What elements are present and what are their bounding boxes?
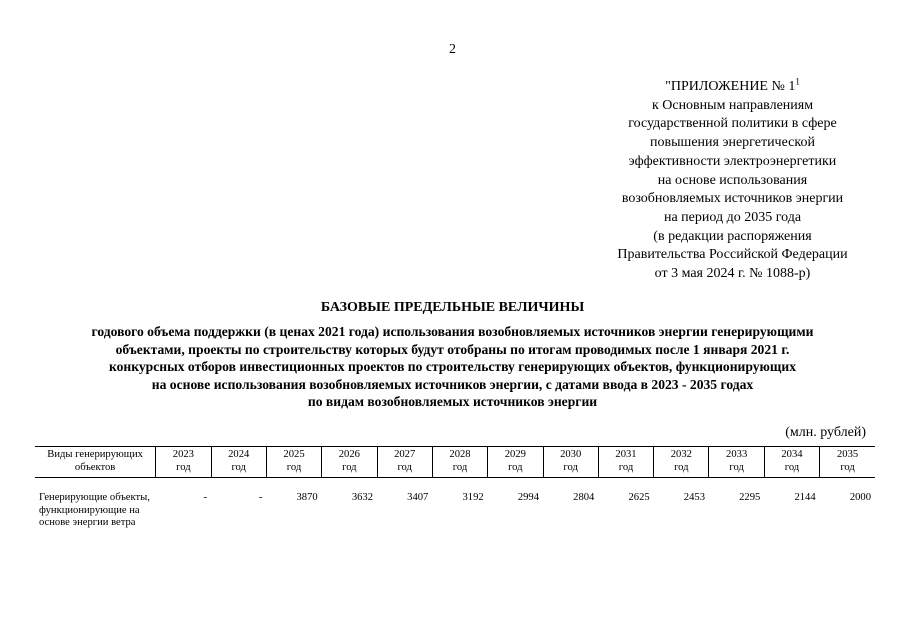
header-year-2024 — [211, 447, 266, 478]
table-cell-2023: - — [203, 492, 208, 503]
document-title: БАЗОВЫЕ ПРЕДЕЛЬНЫЕ ВЕЛИЧИНЫ — [320, 300, 585, 315]
header-year-suffix: год — [342, 461, 357, 473]
header-year-value: 2023 — [172, 449, 194, 460]
header-year-suffix: год — [231, 461, 246, 473]
header-year-2031 — [598, 447, 653, 478]
table-cell-2025: 3870 — [296, 492, 318, 503]
appendix-line: (в редакции распоряжения — [653, 228, 812, 244]
appendix-line: Правительства Российской Федерации — [617, 247, 848, 263]
header-year-2026 — [322, 447, 377, 478]
header-year-value: 2031 — [615, 449, 637, 460]
subtitle-line: на основе использования возобновляемых источников энергии, с датами ввода в 2023 - 2035 годах — [151, 376, 754, 392]
appendix-footnote-mark: 1 — [795, 76, 800, 87]
header-year-2028 — [432, 447, 487, 478]
table-row — [35, 478, 875, 530]
header-object-type: Виды генерирующих объектов — [35, 447, 156, 478]
header-year-value: 2028 — [449, 449, 471, 460]
table-cell-2027: 3407 — [407, 492, 429, 503]
header-year-value: 2025 — [283, 449, 305, 460]
header-year-value: 2026 — [338, 449, 360, 460]
header-year-value: 2033 — [726, 449, 748, 460]
header-year-suffix: год — [563, 461, 578, 473]
table-body — [35, 478, 875, 530]
appendix-line: на основе использования — [657, 172, 808, 188]
header-year-suffix: год — [176, 461, 191, 473]
header-year-2029 — [488, 447, 543, 478]
table-cell-2030: 2804 — [573, 492, 595, 503]
header-year-value: 2027 — [394, 449, 416, 460]
units-label: (млн. рублей) — [785, 425, 866, 440]
header-year-2035 — [820, 447, 875, 478]
appendix-line: от 3 мая 2024 г. № 1088-р) — [654, 266, 811, 282]
appendix-line: повышения энергетической — [650, 135, 815, 151]
header-year-value: 2032 — [670, 449, 692, 460]
table-cell-2032: 2453 — [683, 492, 705, 503]
table-cell-2034: 2144 — [794, 492, 816, 503]
header-year-value: 2030 — [560, 449, 582, 460]
page-number: 2 — [449, 42, 456, 57]
header-year-suffix: год — [508, 461, 523, 473]
header-year-2033 — [709, 447, 764, 478]
header-year-value: 2024 — [228, 449, 250, 460]
table-cell-2029: 2994 — [517, 492, 539, 503]
header-year-value: 2034 — [781, 449, 803, 460]
header-year-suffix: год — [784, 461, 800, 473]
document-subtitle — [20, 323, 885, 411]
limits-table — [35, 446, 875, 530]
table-cell-2024: - — [258, 492, 263, 503]
appendix-block — [590, 78, 875, 284]
header-year-2030 — [543, 447, 598, 478]
header-year-2027 — [377, 447, 432, 478]
header-year-suffix: год — [397, 461, 412, 473]
header-year-suffix: год — [674, 461, 689, 473]
header-year-suffix: год — [452, 461, 468, 473]
header-year-suffix: год — [618, 461, 634, 473]
subtitle-line: по видам возобновляемых источников энергии — [307, 394, 598, 409]
subtitle-line: годового объема поддержки (в ценах 2021 года) использования возобновляемых источников энергии генерирующими — [91, 324, 814, 339]
table-cell-2026: 3632 — [351, 492, 374, 503]
appendix-line: возобновляемых источников энергии — [621, 191, 844, 207]
header-year-2034 — [764, 447, 819, 478]
appendix-heading: "ПРИЛОЖЕНИЕ № $1^1$ — [665, 76, 800, 94]
subtitle-line: объектами, проекты по строительству которых будут отобраны по итогам проводимых после 1 января 2021 г. — [115, 341, 790, 357]
table-header-row — [35, 447, 875, 478]
header-year-value: 2029 — [504, 449, 526, 460]
appendix-line: на период до 2035 года — [663, 209, 802, 225]
header-year-2032 — [654, 447, 709, 478]
subtitle-line: конкурсных отборов инвестиционных проектов по строительству генерирующих объектов, функционирующих — [108, 359, 797, 374]
table-cell-2033: 2295 — [739, 492, 761, 503]
header-year-suffix: год — [840, 461, 855, 473]
table-cell-2035: 2000 — [849, 492, 871, 503]
header-year-value: 2035 — [836, 449, 859, 460]
appendix-line: государственной политики в сфере — [628, 116, 837, 132]
header-year-suffix: год — [286, 461, 302, 473]
appendix-line: к Основным направлениям — [651, 97, 814, 113]
header-year-suffix: год — [729, 461, 744, 473]
header-year-2025 — [266, 447, 321, 478]
table-cell-2028: 3192 — [462, 492, 484, 503]
row-label: Генерирующие объекты, функционирующие на основе энергии ветра — [39, 492, 150, 529]
table-cell-2031: 2625 — [628, 492, 650, 503]
appendix-line: эффективности электроэнергетики — [628, 153, 837, 169]
header-year-2023 — [156, 447, 211, 478]
